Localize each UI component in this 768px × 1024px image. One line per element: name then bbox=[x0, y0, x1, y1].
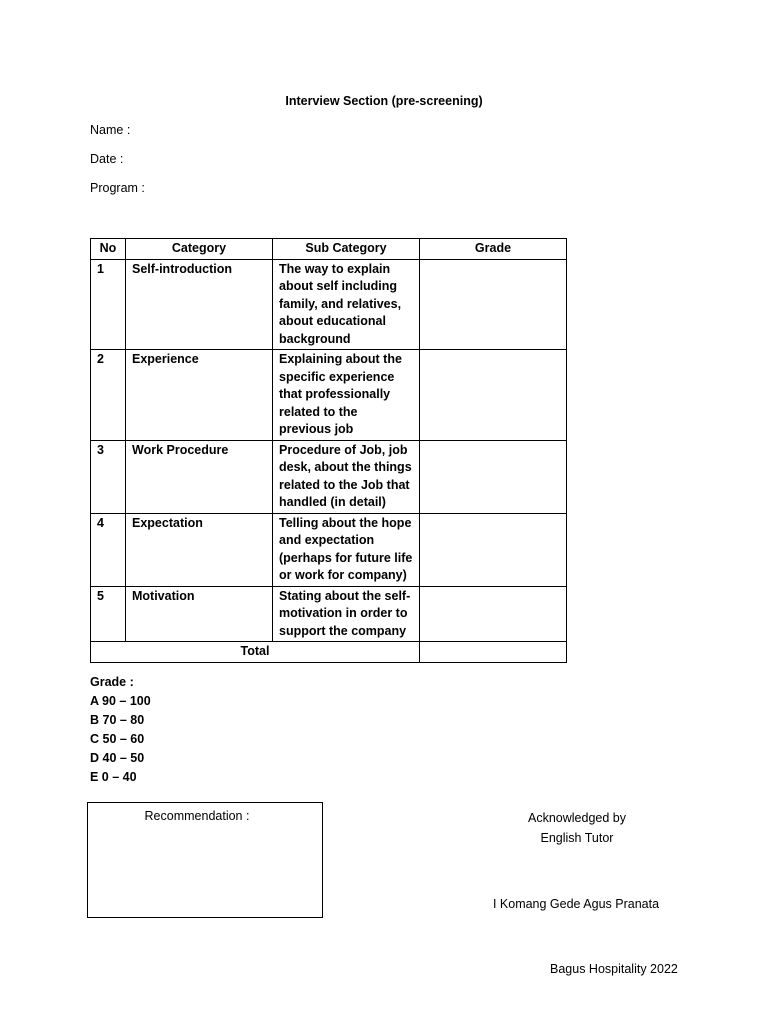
table-row bbox=[91, 350, 567, 441]
grade-scale-item: D 40 – 50 bbox=[90, 751, 145, 765]
signer-name: I Komang Gede Agus Pranata bbox=[492, 897, 660, 911]
row-no: 2 bbox=[91, 350, 126, 441]
grade-scale-item: A 90 – 100 bbox=[90, 694, 151, 708]
program-field-label: Program : bbox=[90, 181, 145, 195]
row-no: 3 bbox=[91, 440, 126, 513]
row-sub-category: Stating about the self-motivation in order to support the company bbox=[273, 586, 420, 642]
total-value-cell[interactable] bbox=[420, 642, 567, 663]
acknowledged-by-label: Acknowledged by bbox=[528, 811, 626, 825]
row-grade-cell[interactable] bbox=[420, 259, 567, 350]
header-grade: Grade bbox=[420, 239, 567, 260]
table-row bbox=[91, 513, 567, 586]
row-category: Experience bbox=[126, 350, 273, 441]
row-grade-cell[interactable] bbox=[420, 350, 567, 441]
header-no: No bbox=[91, 239, 126, 260]
row-sub-category: The way to explain about self including family, and relatives, about educational background bbox=[273, 259, 420, 350]
grade-scale-item: B 70 – 80 bbox=[90, 713, 145, 727]
footer-text: Bagus Hospitality 2022 bbox=[550, 962, 678, 976]
row-grade-cell[interactable] bbox=[420, 513, 567, 586]
date-field-label: Date : bbox=[90, 152, 124, 166]
row-sub-category: Telling about the hope and expectation (perhaps for future life or work for company) bbox=[273, 513, 420, 586]
recommendation-box[interactable] bbox=[87, 802, 323, 918]
row-no: 5 bbox=[91, 586, 126, 642]
row-grade-cell[interactable] bbox=[420, 586, 567, 642]
name-field-label: Name : bbox=[90, 123, 131, 137]
row-category: Self-introduction bbox=[126, 259, 273, 350]
header-sub-category: Sub Category bbox=[273, 239, 420, 260]
grade-scale-item: C 50 – 60 bbox=[90, 732, 145, 746]
row-category: Motivation bbox=[126, 586, 273, 642]
total-label: Total bbox=[91, 642, 420, 663]
grade-scale bbox=[90, 673, 151, 787]
row-sub-category: Procedure of Job, job desk, about the things related to the Job that handled (in detail) bbox=[273, 440, 420, 513]
row-sub-category: Explaining about the specific experience that professionally related to the previous job bbox=[273, 350, 420, 441]
total-row bbox=[91, 642, 567, 663]
row-grade-cell[interactable] bbox=[420, 440, 567, 513]
recommendation-label: Recommendation : bbox=[144, 809, 250, 823]
interview-table bbox=[90, 238, 567, 663]
row-category: Work Procedure bbox=[126, 440, 273, 513]
table-row bbox=[91, 259, 567, 350]
grade-scale-heading: Grade : bbox=[90, 675, 134, 689]
row-no: 4 bbox=[91, 513, 126, 586]
page-title: Interview Section (pre-screening) bbox=[285, 94, 483, 108]
header-category: Category bbox=[126, 239, 273, 260]
table-header-row bbox=[91, 239, 567, 260]
table-row bbox=[91, 440, 567, 513]
english-tutor-label: English Tutor bbox=[540, 831, 614, 845]
row-category: Expectation bbox=[126, 513, 273, 586]
row-no: 1 bbox=[91, 259, 126, 350]
grade-scale-item: E 0 – 40 bbox=[90, 770, 137, 784]
table-row bbox=[91, 586, 567, 642]
